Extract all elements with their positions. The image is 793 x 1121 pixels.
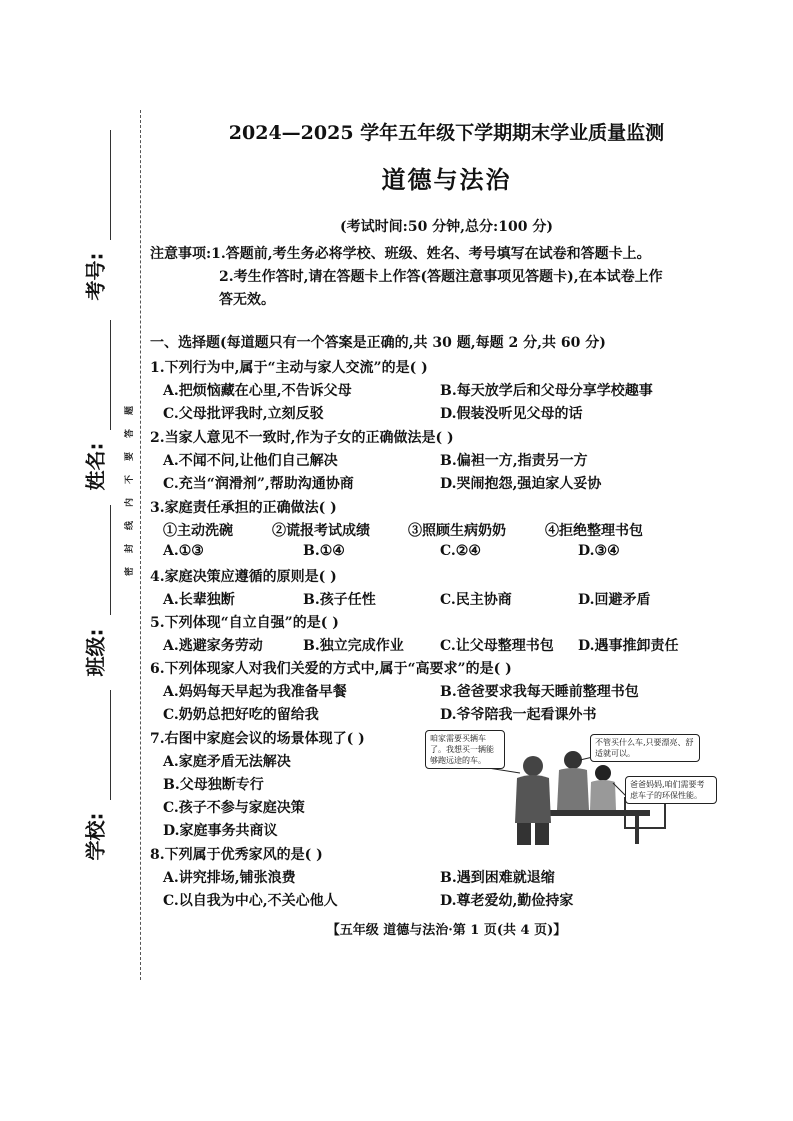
exam-title: 2024—2025 学年五年级下学期期末学业质量监测 (228, 122, 665, 144)
option-a: A.家庭矛盾无法解决 (163, 754, 291, 770)
option-a: A.①③ (163, 543, 204, 559)
option-d: D.爷爷陪我一起看课外书 (440, 707, 597, 723)
exam-no-label: 考号: (83, 252, 108, 301)
family-meeting-illustration (425, 728, 715, 848)
seal-char: 密 (125, 566, 136, 577)
question-stem: 1.下列行为中,属于“主动与家人交流”的是( ) (150, 360, 428, 376)
option-a: A.逃避家务劳动 (163, 638, 263, 654)
name-line (110, 320, 111, 430)
statement-item: ④拒绝整理书包 (545, 523, 643, 539)
question-stem: 5.下列体现“自立自强”的是( ) (150, 615, 339, 631)
class-line (110, 505, 111, 615)
option-c: C.充当“润滑剂”,帮助沟通协商 (163, 476, 354, 492)
option-b: B.每天放学后和父母分享学校趣事 (440, 383, 653, 399)
option-a: A.妈妈每天早起为我准备早餐 (163, 684, 347, 700)
page-footer: 【五年级 道德与法治·第 1 页(共 4 页)】 (326, 923, 567, 938)
question-stem: 8.下列属于优秀家风的是( ) (150, 847, 323, 863)
notice-line-3: 答无效。 (219, 292, 275, 308)
option-a: A.不闻不问,让他们自己解决 (163, 453, 338, 469)
option-d: D.尊老爱幼,勤俭持家 (440, 893, 574, 909)
option-d: D.回避矛盾 (578, 592, 651, 608)
option-a: A.讲究排场,铺张浪费 (163, 870, 296, 886)
question-stem: 2.当家人意见不一致时,作为子女的正确做法是( ) (150, 430, 454, 446)
option-d: D.哭闹抱怨,强迫家人妥协 (440, 476, 602, 492)
option-b: B.①④ (303, 543, 345, 559)
option-c: C.民主协商 (440, 592, 512, 608)
option-b: B.父母独断专行 (163, 777, 264, 793)
seal-char: 不 (125, 474, 136, 485)
exam-meta: (考试时间:50 分钟,总分:100 分) (340, 219, 553, 235)
notice-line-1: 注意事项:1.答题前,考生务必将学校、班级、姓名、考号填写在试卷和答题卡上。 (150, 246, 651, 262)
option-d: D.③④ (578, 543, 620, 559)
speech-bubble-father: 咱家需要买辆车了。我想买一辆能够跑远途的车。 (425, 730, 505, 769)
option-c: C.以自我为中心,不关心他人 (163, 893, 338, 909)
exam-no-line (110, 130, 111, 240)
seal-char: 要 (125, 451, 136, 462)
class-label: 班级: (83, 628, 108, 677)
option-c: C.父母批评我时,立刻反驳 (163, 406, 324, 422)
school-label: 学校: (83, 812, 108, 861)
seal-char: 封 (125, 543, 136, 554)
speech-bubble-child: 爸爸妈妈,咱们需要考虑车子的环保性能。 (625, 776, 717, 804)
notice-line-2: 2.考生作答时,请在答题卡上作答(答题注意事项见答题卡),在本试卷上作 (219, 269, 663, 285)
option-d: D.遇事推卸责任 (578, 638, 679, 654)
option-b: B.爸爸要求我每天睡前整理书包 (440, 684, 639, 700)
option-d: D.假装没听见父母的话 (440, 406, 583, 422)
option-c: C.②④ (440, 543, 481, 559)
seal-char: 答 (125, 428, 136, 439)
option-c: C.孩子不参与家庭决策 (163, 800, 305, 816)
section-heading: 一、选择题(每道题只有一个答案是正确的,共 30 题,每题 2 分,共 60 分) (150, 335, 606, 351)
school-line (110, 690, 111, 800)
option-c: C.让父母整理书包 (440, 638, 554, 654)
statement-item: ③照顾生病奶奶 (408, 523, 506, 539)
question-stem: 6.下列体现家人对我们关爱的方式中,属于“高要求”的是( ) (150, 661, 512, 677)
seal-char: 内 (125, 497, 136, 508)
option-a: A.长辈独断 (163, 592, 235, 608)
subject-title: 道德与法治 (381, 165, 512, 194)
seal-char: 题 (125, 405, 136, 416)
option-a: A.把烦恼藏在心里,不告诉父母 (163, 383, 352, 399)
question-stem: 4.家庭决策应遵循的原则是( ) (150, 569, 337, 585)
seal-line (140, 110, 141, 980)
option-b: B.偏袒一方,指责另一方 (440, 453, 588, 469)
statement-item: ①主动洗碗 (163, 523, 233, 539)
name-label: 姓名: (83, 442, 108, 491)
option-b: B.遇到困难就退缩 (440, 870, 555, 886)
question-stem: 7.右图中家庭会议的场景体现了( ) (150, 731, 365, 747)
speech-bubble-mother: 不管买什么车,只要漂亮、舒适就可以。 (590, 734, 700, 762)
option-b: B.孩子任性 (303, 592, 376, 608)
statement-item: ②谎报考试成绩 (272, 523, 370, 539)
question-stem: 3.家庭责任承担的正确做法( ) (150, 500, 337, 516)
option-b: B.独立完成作业 (303, 638, 404, 654)
option-d: D.家庭事务共商议 (163, 823, 278, 839)
option-c: C.奶奶总把好吃的留给我 (163, 707, 319, 723)
seal-char: 线 (125, 520, 136, 531)
